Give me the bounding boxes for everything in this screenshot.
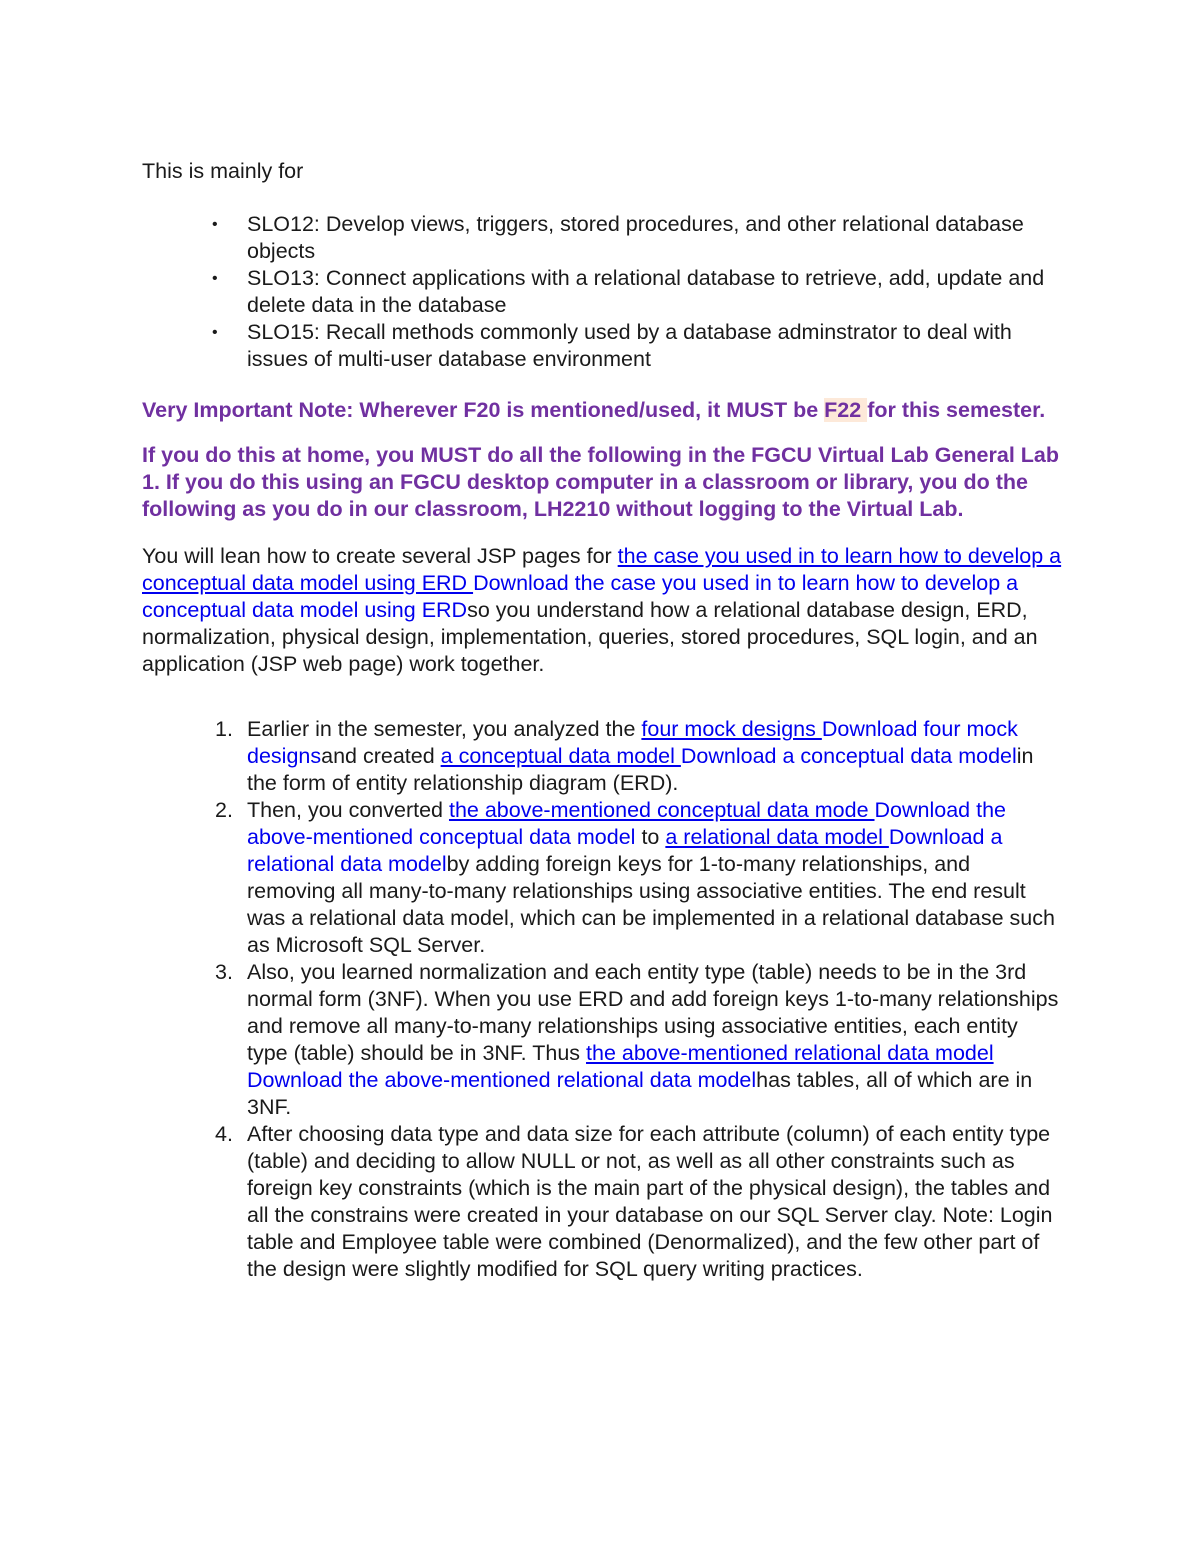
step-item [215, 716, 1062, 797]
step-number: 1. [215, 717, 233, 741]
note-text-end: for this semester. [867, 398, 1046, 422]
steps-list [142, 716, 1062, 1283]
slo-item [212, 265, 1062, 319]
download-case-link[interactable]: Download the case you used in to learn how to develop a conceptual data model using ERD [142, 571, 1019, 622]
jsp-intro-paragraph [142, 543, 1062, 678]
step-text: by adding foreign keys for 1-to-many relationships, and removing all many-to-many relationships using associative entities. The end result was a relational data model, which can be implemented in a relational database such as Microsoft SQL Server. [247, 852, 1055, 957]
step-text: in the form of entity relationship diagram (ERD). [247, 744, 1034, 795]
paragraph-text: so you understand how a relational database design, ERD, normalization, physical design, implementation, queries, stored procedures, SQL login, and an application (JSP web page) work together. [142, 598, 1038, 676]
slo-list [142, 211, 1062, 373]
download-conceptual-model-link[interactable]: Download a conceptual data model [680, 744, 1017, 768]
relational-model-link[interactable]: the above-mentioned relational data model [586, 1041, 994, 1065]
intro-text: This is mainly for [142, 159, 304, 183]
virtual-lab-note: If you do this at home, you MUST do all the following in the FGCU Virtual Lab General Lab 1. If you do this using an FGCU desktop computer in a classroom or library, you do the following as you do in our classroom, LH2210 without logging to the Virtual Lab. [142, 443, 1059, 521]
important-note [142, 397, 1062, 424]
slo-text: SLO15: Recall methods commonly used by a database adminstrator to deal with issues of multi-user database environment [247, 320, 1012, 371]
bullet-icon: • [212, 324, 218, 341]
slo-text: SLO13: Connect applications with a relational database to retrieve, add, update and delete data in the database [247, 266, 1045, 317]
step-number: 3. [215, 960, 233, 984]
download-mock-designs-link[interactable]: Download four mock designs [247, 717, 1018, 768]
slo-item [212, 211, 1062, 265]
paragraph-text: You will lean how to create several JSP pages for [142, 544, 618, 568]
bullet-icon: • [212, 270, 218, 287]
download-relational-model-link[interactable]: Download the above-mentioned relational data model [247, 1068, 757, 1092]
case-link[interactable]: the case you used in to learn how to develop a conceptual data model using ERD [142, 544, 1062, 595]
slo-text: SLO12: Develop views, triggers, stored procedures, and other relational database objects [247, 212, 1024, 263]
document-page [142, 158, 1062, 1283]
bullet-icon: • [212, 216, 218, 233]
step-text: Earlier in the semester, you analyzed the [247, 717, 642, 741]
step-text: and created [321, 744, 441, 768]
relational-model-link[interactable]: a relational data model [665, 825, 889, 849]
step-text: to [635, 825, 666, 849]
download-conceptual-mode-link[interactable]: Download the above-mentioned conceptual data model [247, 798, 1006, 849]
slo-item [212, 319, 1062, 373]
step-text: Then, you converted [247, 798, 449, 822]
step-text: After choosing data type and data size for each attribute (column) of each entity type (table) and deciding to allow NULL or not, as well as all other constraints such as foreign key constraints (which is the main part of the physical design), the tables and all the constrains were created in your database on our SQL Server clay. Note: Login table and Employee table were combined (Denormalized), and the few other part of the design were slightly modified for SQL query writing practices. [247, 1122, 1053, 1281]
highlighted-text: F22 [824, 398, 868, 422]
step-item [215, 1121, 1062, 1283]
step-text: Also, you learned normalization and each entity type (table) needs to be in the 3rd normal form (3NF). When you use ERD and add foreign keys 1-to-many relationships and remove all many-to-many relationships using associative entities, each entity type (table) should be in 3NF. Thus [247, 960, 1059, 1065]
step-number: 2. [215, 798, 233, 822]
note-text: Very Important Note: Wherever F20 is mentioned/used, it MUST be [142, 398, 825, 422]
step-text: has tables, all of which are in 3NF. [247, 1068, 1033, 1119]
step-number: 4. [215, 1122, 233, 1146]
conceptual-model-link[interactable]: a conceptual data model [440, 744, 681, 768]
conceptual-mode-link[interactable]: the above-mentioned conceptual data mode [448, 798, 875, 822]
step-item [215, 959, 1062, 1121]
mock-designs-link[interactable]: four mock designs [641, 717, 822, 741]
step-item [215, 797, 1062, 959]
download-relational-model-link[interactable]: Download a relational data model [247, 825, 1003, 876]
